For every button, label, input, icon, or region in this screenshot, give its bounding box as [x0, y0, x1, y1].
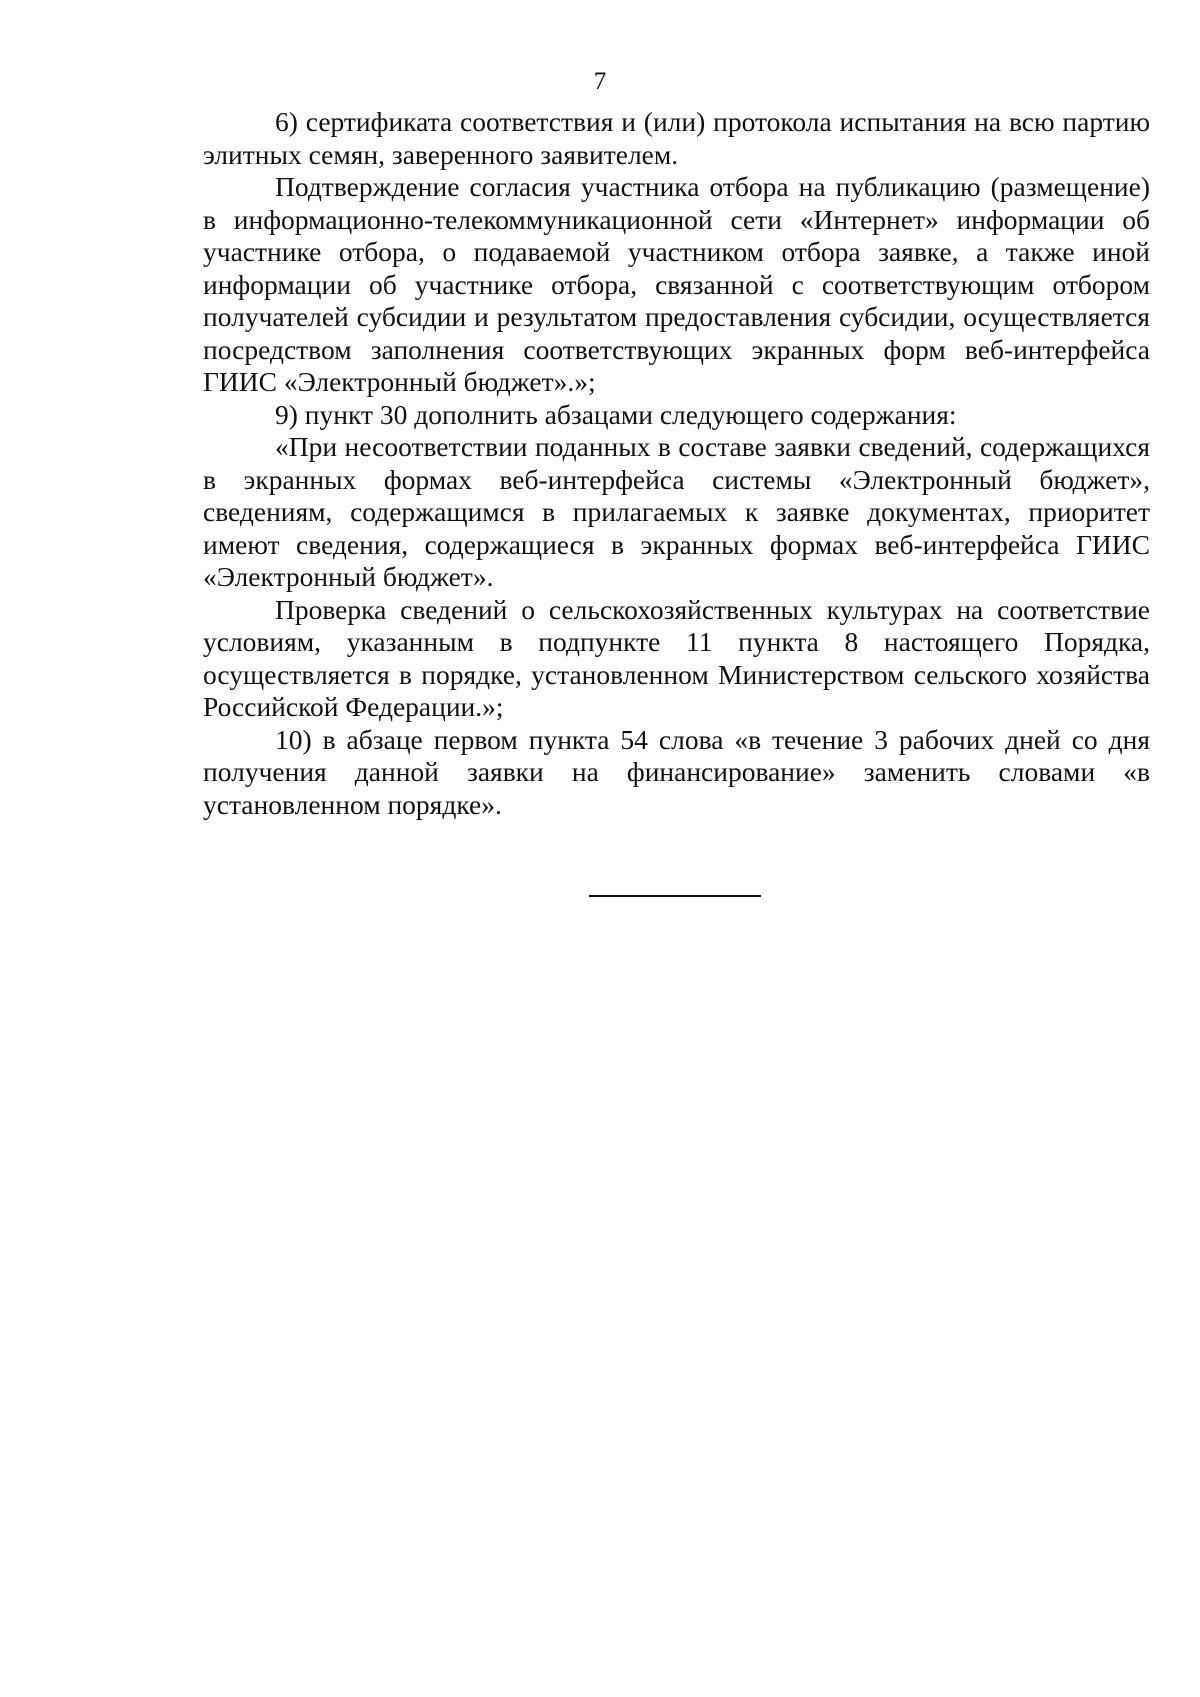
paragraph-discrepancy-priority: «При несоответствии поданных в составе заявки сведений, содержащихся в экранных формах веб-интерфейса системы «Электронный бюджет», сведениям, содержащимся в прилагаемых к заявке документах, приоритет имеют сведения, содержащиеся в экранных формах веб-интерфейса ГИИС «Электронный бюджет». — [203, 431, 1150, 592]
paragraph-consent-publication: Подтверждение согласия участника отбора на публикацию (размещение) в информационно-телекоммуникационной сети «Интернет» информации об участнике отбора, о подаваемой участником отбора заявке, а также иной информации об участнике отбора, связанной с соответствующим отбором получателей субсидии и результатом предоставления субсидии, осуществляется посредством заполнения соответствующих экранных форм веб-интерфейса ГИИС «Электронный бюджет».»; — [203, 171, 1150, 397]
paragraph-crop-verification: Проверка сведений о сельскохозяйственных культурах на соответствие условиям, указанным в подпункте 11 пункта 8 настоящего Порядка, осуществляется в порядке, установленном Министерством сельского хозяйства Российской Федерации.»; — [203, 593, 1150, 722]
paragraph-item-10: 10) в абзаце первом пункта 54 слова «в течение 3 рабочих дней со дня получения данной заявки на финансирование» заменить словами «в установленном порядке». — [203, 723, 1150, 820]
paragraph-item-6-certificate: 6) сертификата соответствия и (или) протокола испытания на всю партию элитных семян, заверенного заявителем. — [203, 106, 1150, 170]
page-number: 7 — [593, 68, 607, 95]
paragraph-item-9: 9) пункт 30 дополнить абзацами следующего содержания: — [275, 398, 957, 430]
end-of-document-rule — [589, 895, 761, 897]
document-body — [203, 106, 1150, 821]
